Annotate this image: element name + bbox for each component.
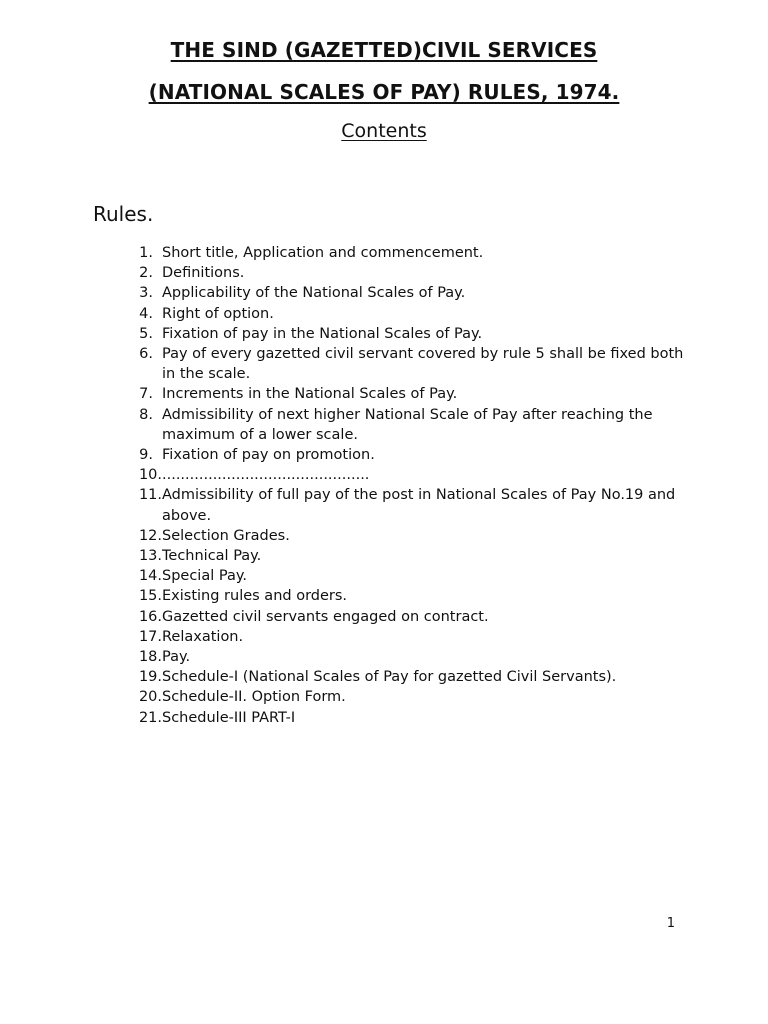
list-item-text: Relaxation.: [162, 628, 244, 645]
list-item-text: Short title, Application and commencement.: [162, 245, 484, 261]
list-item-number: 15.: [138, 588, 162, 605]
list-item-number: 1.: [139, 245, 153, 261]
list-item-number: 14.: [138, 568, 162, 585]
list-item-number: 11.: [138, 487, 162, 504]
list-item-number: 7.: [139, 386, 153, 403]
list-item-number: 19.: [138, 669, 162, 686]
list-item-number: 6.: [139, 346, 153, 363]
list-item-text: Applicability of the National Scales of Pay.: [162, 285, 466, 302]
list-item-text: Definitions.: [162, 265, 245, 282]
list-item: [130, 586, 690, 606]
list-item: [130, 607, 690, 627]
list-item: [130, 485, 690, 525]
list-item: [130, 283, 690, 303]
list-item-text: Selection Grades.: [162, 527, 290, 544]
contents-heading: Contents: [341, 120, 427, 142]
list-item-number: 8.: [139, 406, 153, 423]
list-item-text: .............................................: [162, 467, 370, 484]
list-item: [130, 566, 690, 586]
list-item: [130, 445, 690, 465]
list-item-number: 20.: [138, 689, 162, 706]
list-item: [130, 405, 690, 445]
list-item-number: 17.: [138, 628, 162, 645]
list-item: [130, 647, 690, 667]
rules-list: [130, 243, 690, 728]
list-item-number: 2.: [139, 265, 153, 282]
list-item-text: Schedule-I (National Scales of Pay for gazetted Civil Servants).: [162, 669, 617, 686]
list-item: [130, 687, 690, 707]
rules-section-heading: Rules.: [93, 202, 154, 226]
list-item-number: 13.: [138, 548, 162, 565]
list-item-number: 16.: [138, 608, 162, 625]
list-item: [130, 324, 690, 344]
list-item-text: Gazetted civil servants engaged on contract.: [162, 608, 489, 625]
list-item-text: Schedule-II. Option Form.: [162, 689, 346, 706]
list-item: [130, 263, 690, 283]
list-item-text: Pay of every gazetted civil servant covered by rule 5 shall be fixed both in the scale.: [162, 346, 684, 383]
list-item: [130, 384, 690, 404]
list-item: [130, 465, 690, 485]
list-item-text: Fixation of pay in the National Scales of Pay.: [162, 325, 483, 342]
list-item-number: 4.: [139, 305, 153, 322]
list-item-text: Right of option.: [162, 305, 274, 322]
list-item-number: 12.: [138, 527, 162, 544]
list-item-text: Schedule-III PART-I: [162, 709, 296, 726]
list-item-text: Existing rules and orders.: [162, 588, 348, 605]
list-item-text: Fixation of pay on promotion.: [162, 447, 375, 464]
list-item: [130, 627, 690, 647]
list-item: [130, 243, 690, 263]
list-item: [130, 526, 690, 546]
document-title-line-2: (NATIONAL SCALES OF PAY) RULES, 1974.: [148, 80, 620, 104]
list-item-number: 9.: [139, 447, 153, 464]
list-item-text: Increments in the National Scales of Pay.: [162, 386, 458, 403]
list-item-text: Special Pay.: [162, 568, 247, 585]
list-item: [130, 667, 690, 687]
page-number: 1: [666, 916, 675, 931]
list-item: [130, 304, 690, 324]
list-item-number: 5.: [139, 325, 153, 342]
list-item: [130, 708, 690, 728]
document-title-line-1: THE SIND (GAZETTED)CIVIL SERVICES: [170, 38, 598, 62]
list-item-text: Pay.: [162, 649, 191, 666]
list-item-text: Admissibility of full pay of the post in National Scales of Pay No.19 and above.: [162, 487, 676, 524]
list-item: [130, 344, 690, 384]
list-item: [130, 546, 690, 566]
list-item-number: 10.: [138, 467, 162, 484]
list-item-number: 18.: [138, 649, 162, 666]
list-item-text: Admissibility of next higher National Scale of Pay after reaching the maximum of a lower scale.: [162, 406, 653, 443]
list-item-number: 21.: [138, 709, 162, 726]
list-item-number: 3.: [139, 285, 153, 302]
list-item-text: Technical Pay.: [162, 548, 262, 565]
